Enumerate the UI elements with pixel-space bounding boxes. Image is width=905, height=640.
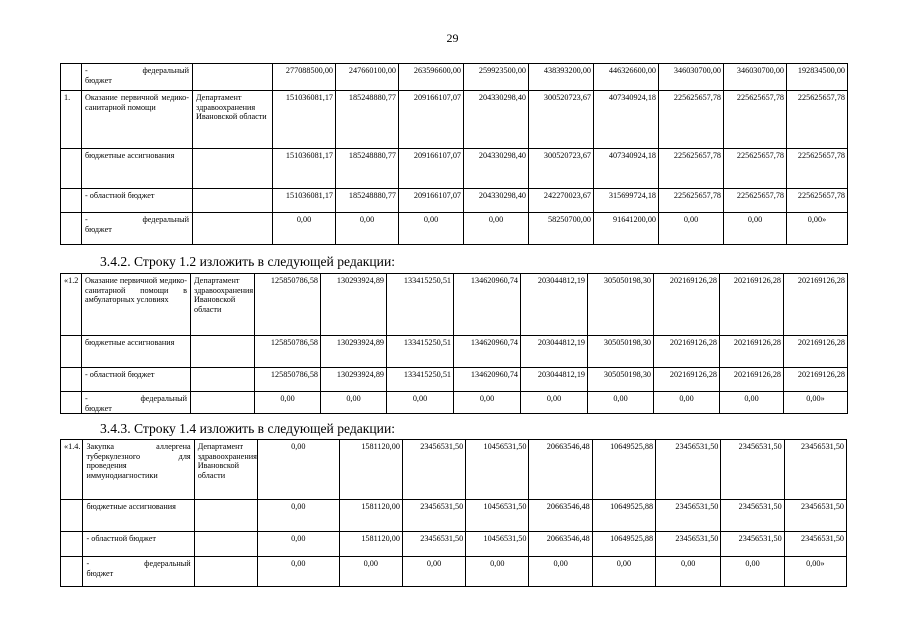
row-name-federal	[82, 392, 191, 414]
value-cell: 315699724,18	[594, 189, 659, 213]
value-cell: 204330298,40	[464, 91, 529, 149]
value-cell: 209166107,07	[399, 91, 464, 149]
value-cell: 185248880,77	[336, 189, 399, 213]
value-cell: 130293924,89	[321, 368, 387, 392]
value-cell: 305050198,30	[588, 368, 654, 392]
value-cell: 203044812,19	[521, 336, 588, 368]
value-cell: 300520723,67	[529, 91, 594, 149]
value-cell: 0,00	[321, 392, 387, 414]
value-cell: 225625657,78	[659, 91, 724, 149]
value-cell: 10456531,50	[466, 440, 529, 500]
value-cell: 0,00	[257, 532, 339, 557]
value-cell: 209166107,07	[399, 189, 464, 213]
row-index	[61, 213, 82, 245]
row-index	[61, 368, 82, 392]
value-cell: 225625657,78	[724, 91, 787, 149]
section-heading-1-4: 3.4.3. Строку 1.4 изложить в следующей редакции:	[100, 421, 395, 436]
row-name-federal	[83, 557, 194, 587]
row-department: Департамент здравоохранения Ивановской области	[193, 91, 273, 149]
value-cell: 0,00	[529, 557, 592, 587]
row-name-part: бюджет	[85, 224, 112, 234]
value-cell: 209166107,07	[399, 149, 464, 189]
row-index: 1.	[61, 91, 82, 149]
value-cell: 202169126,28	[784, 336, 848, 368]
value-cell: 23456531,50	[784, 532, 846, 557]
row-name: Оказание первичной медико-санитарной помощи в амбулаторных условиях	[82, 274, 191, 336]
value-cell: 0,00	[336, 213, 399, 245]
value-cell: 0,00	[721, 557, 784, 587]
table-row	[61, 189, 848, 213]
row-index	[61, 189, 82, 213]
row-name-part: бюджет	[85, 403, 112, 413]
value-cell: 23456531,50	[402, 532, 465, 557]
value-cell: 247660100,00	[336, 64, 399, 91]
value-cell: 0,00	[387, 392, 454, 414]
value-cell: 202169126,28	[654, 368, 720, 392]
value-cell: 185248880,77	[336, 149, 399, 189]
value-cell: 0,00»	[784, 557, 846, 587]
row-index	[61, 336, 82, 368]
row-name-federal	[82, 213, 193, 245]
table-row	[61, 91, 848, 149]
value-cell: 1581120,00	[339, 500, 402, 532]
value-cell: 438393200,00	[529, 64, 594, 91]
value-cell: 225625657,78	[724, 189, 787, 213]
table-row	[61, 274, 848, 336]
value-cell: 134620960,74	[454, 336, 521, 368]
value-cell: 130293924,89	[321, 274, 387, 336]
value-cell: 1581120,00	[339, 532, 402, 557]
value-cell: 225625657,78	[659, 189, 724, 213]
row-name-part: - федеральный	[85, 394, 187, 403]
row-department	[193, 149, 273, 189]
value-cell: 0,00	[255, 392, 321, 414]
value-cell: 0,00	[654, 392, 720, 414]
row-department	[191, 368, 255, 392]
row-department: Департамент здравоохранения Ивановской области	[191, 274, 255, 336]
table-row	[61, 392, 848, 414]
table-row	[61, 149, 848, 189]
budget-table-section-2	[60, 273, 848, 414]
row-index: «1.4.	[61, 440, 83, 500]
value-cell: 0,00	[521, 392, 588, 414]
table-row	[61, 64, 848, 91]
value-cell: 202169126,28	[720, 368, 784, 392]
row-name: - областной бюджет	[83, 532, 194, 557]
row-name: бюджетные ассигнования	[82, 336, 191, 368]
value-cell: 0,00	[588, 392, 654, 414]
value-cell: 0,00»	[787, 213, 848, 245]
value-cell: 134620960,74	[454, 368, 521, 392]
row-index	[61, 557, 83, 587]
value-cell: 133415250,51	[387, 274, 454, 336]
row-index	[61, 500, 83, 532]
value-cell: 23456531,50	[784, 440, 846, 500]
value-cell: 23456531,50	[656, 440, 721, 500]
value-cell: 151036081,17	[273, 149, 336, 189]
row-name: бюджетные ассигнования	[83, 500, 194, 532]
value-cell: 20663546,48	[529, 440, 592, 500]
row-name: - областной бюджет	[82, 189, 193, 213]
row-index	[61, 64, 82, 91]
value-cell: 20663546,48	[529, 532, 592, 557]
table-row	[61, 336, 848, 368]
value-cell: 130293924,89	[321, 336, 387, 368]
value-cell: 300520723,67	[529, 149, 594, 189]
value-cell: 202169126,28	[784, 368, 848, 392]
value-cell: 151036081,17	[273, 189, 336, 213]
value-cell: 10649525,88	[592, 532, 655, 557]
value-cell: 0,00	[466, 557, 529, 587]
row-department	[193, 64, 273, 91]
value-cell: 1581120,00	[339, 440, 402, 500]
value-cell: 134620960,74	[454, 274, 521, 336]
value-cell: 225625657,78	[787, 189, 848, 213]
value-cell: 0,00	[402, 557, 465, 587]
budget-table-section-3	[60, 439, 847, 587]
value-cell: 446326600,00	[594, 64, 659, 91]
row-department: Департамент здравоохранения Ивановской области	[194, 440, 257, 500]
value-cell: 23456531,50	[402, 500, 465, 532]
value-cell: 10649525,88	[592, 440, 655, 500]
table-row	[61, 557, 847, 587]
value-cell: 0,00	[464, 213, 529, 245]
row-name-part: - федеральный	[85, 215, 189, 224]
value-cell: 0,00	[257, 500, 339, 532]
value-cell: 133415250,51	[387, 368, 454, 392]
value-cell: 125850786,58	[255, 368, 321, 392]
table-row	[61, 532, 847, 557]
value-cell: 263596600,00	[399, 64, 464, 91]
value-cell: 225625657,78	[659, 149, 724, 189]
value-cell: 0,00	[454, 392, 521, 414]
value-cell: 407340924,18	[594, 149, 659, 189]
row-name: - областной бюджет	[82, 368, 191, 392]
value-cell: 23456531,50	[721, 532, 784, 557]
value-cell: 202169126,28	[720, 336, 784, 368]
row-name-part: бюджет	[85, 75, 112, 85]
value-cell: 23456531,50	[721, 500, 784, 532]
value-cell: 225625657,78	[787, 149, 848, 189]
row-name-part: бюджет	[86, 568, 114, 578]
value-cell: 151036081,17	[273, 91, 336, 149]
value-cell: 0,00	[257, 440, 339, 500]
value-cell: 185248880,77	[336, 91, 399, 149]
value-cell: 125850786,58	[255, 274, 321, 336]
value-cell: 0,00	[656, 557, 721, 587]
row-department	[194, 557, 257, 587]
row-name-federal	[82, 64, 193, 91]
value-cell: 0,00	[273, 213, 336, 245]
table-row	[61, 500, 847, 532]
value-cell: 305050198,30	[588, 274, 654, 336]
value-cell: 0,00	[659, 213, 724, 245]
value-cell: 225625657,78	[787, 91, 848, 149]
value-cell: 58250700,00	[529, 213, 594, 245]
value-cell: 259923500,00	[464, 64, 529, 91]
row-index	[61, 532, 83, 557]
value-cell: 0,00	[399, 213, 464, 245]
row-name: бюджетные ассигнования	[82, 149, 193, 189]
row-department	[194, 500, 257, 532]
value-cell: 305050198,30	[588, 336, 654, 368]
row-department	[193, 213, 273, 245]
value-cell: 0,00	[724, 213, 787, 245]
table-row	[61, 368, 848, 392]
value-cell: 10456531,50	[466, 500, 529, 532]
value-cell: 346030700,00	[724, 64, 787, 91]
value-cell: 277088500,00	[273, 64, 336, 91]
table-row	[61, 213, 848, 245]
row-department	[193, 189, 273, 213]
value-cell: 0,00	[592, 557, 655, 587]
value-cell: 10649525,88	[592, 500, 655, 532]
value-cell: 225625657,78	[724, 149, 787, 189]
row-department	[191, 392, 255, 414]
value-cell: 125850786,58	[255, 336, 321, 368]
row-department	[191, 336, 255, 368]
value-cell: 20663546,48	[529, 500, 592, 532]
row-department	[194, 532, 257, 557]
row-index	[61, 392, 82, 414]
value-cell: 10456531,50	[466, 532, 529, 557]
value-cell: 202169126,28	[654, 336, 720, 368]
value-cell: 23456531,50	[402, 440, 465, 500]
value-cell: 242270023,67	[529, 189, 594, 213]
section-heading-1-2: 3.4.2. Строку 1.2 изложить в следующей редакции:	[100, 254, 395, 269]
value-cell: 346030700,00	[659, 64, 724, 91]
value-cell: 23456531,50	[721, 440, 784, 500]
value-cell: 203044812,19	[521, 368, 588, 392]
table-row	[61, 440, 847, 500]
value-cell: 0,00	[720, 392, 784, 414]
value-cell: 23456531,50	[656, 532, 721, 557]
value-cell: 202169126,28	[654, 274, 720, 336]
budget-table-section-1	[60, 63, 848, 245]
value-cell: 407340924,18	[594, 91, 659, 149]
value-cell: 202169126,28	[720, 274, 784, 336]
value-cell: 0,00»	[784, 392, 848, 414]
value-cell: 0,00	[257, 557, 339, 587]
row-index	[61, 149, 82, 189]
value-cell: 133415250,51	[387, 336, 454, 368]
row-name: Оказание первичной медико-санитарной помощи	[82, 91, 193, 149]
value-cell: 91641200,00	[594, 213, 659, 245]
value-cell: 204330298,40	[464, 149, 529, 189]
row-name-part: - федеральный	[85, 66, 189, 75]
row-name: Закупка аллергена туберкулезного для проведения иммунодиагностики	[83, 440, 194, 500]
value-cell: 202169126,28	[784, 274, 848, 336]
page-number: 29	[446, 31, 459, 45]
value-cell: 23456531,50	[784, 500, 846, 532]
row-name-part: - федеральный	[86, 559, 191, 568]
value-cell: 192834500,00	[787, 64, 848, 91]
value-cell: 204330298,40	[464, 189, 529, 213]
row-index: «1.2	[61, 274, 82, 336]
value-cell: 203044812,19	[521, 274, 588, 336]
value-cell: 23456531,50	[656, 500, 721, 532]
value-cell: 0,00	[339, 557, 402, 587]
